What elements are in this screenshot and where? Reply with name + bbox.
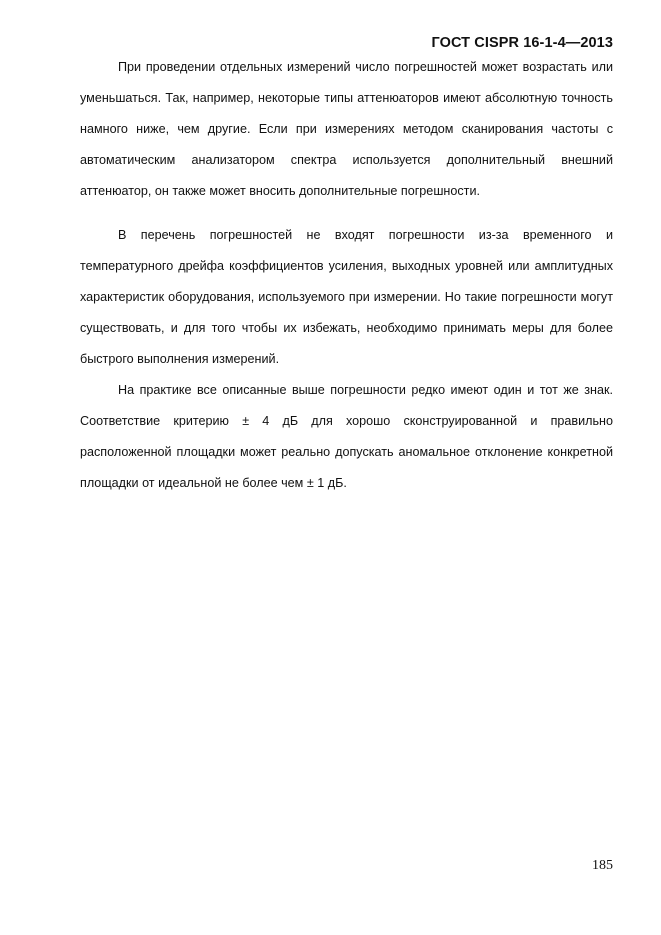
page-number: 185 [592,858,613,873]
document-header: ГОСТ CISPR 16-1-4—2013 [431,35,613,51]
paragraph-3: На практике все описанные выше погрешности редко имеют один и тот же знак. Соответствие критерию ± 4 дБ для хорошо сконструированной и правильно расположенной площадки может реально допускать аномальное отклонение конкретной площадки от идеальной не более чем ± 1 дБ. [80,383,613,490]
paragraph-1: При проведении отдельных измерений число погрешностей может возрастать или уменьшаться. Так, например, некоторые типы аттенюаторов имеют абсолютную точность намного ниже, чем другие. Если при измерениях методом сканирования частоты с автоматическим анализатором спектра используется дополнительный внешний аттенюатор, он также может вносить дополнительные погрешности. [80,60,613,198]
body-text [80,52,613,499]
paragraph-2: В перечень погрешностей не входят погрешности из-за временного и температурного дрейфа коэффициентов усиления, выходных уровней или амплитудных характеристик оборудования, используемого при измерении. Но такие погрешности могут существовать, и для того чтобы их избежать, необходимо принимать меры для более быстрого выполнения измерений. [80,228,613,366]
